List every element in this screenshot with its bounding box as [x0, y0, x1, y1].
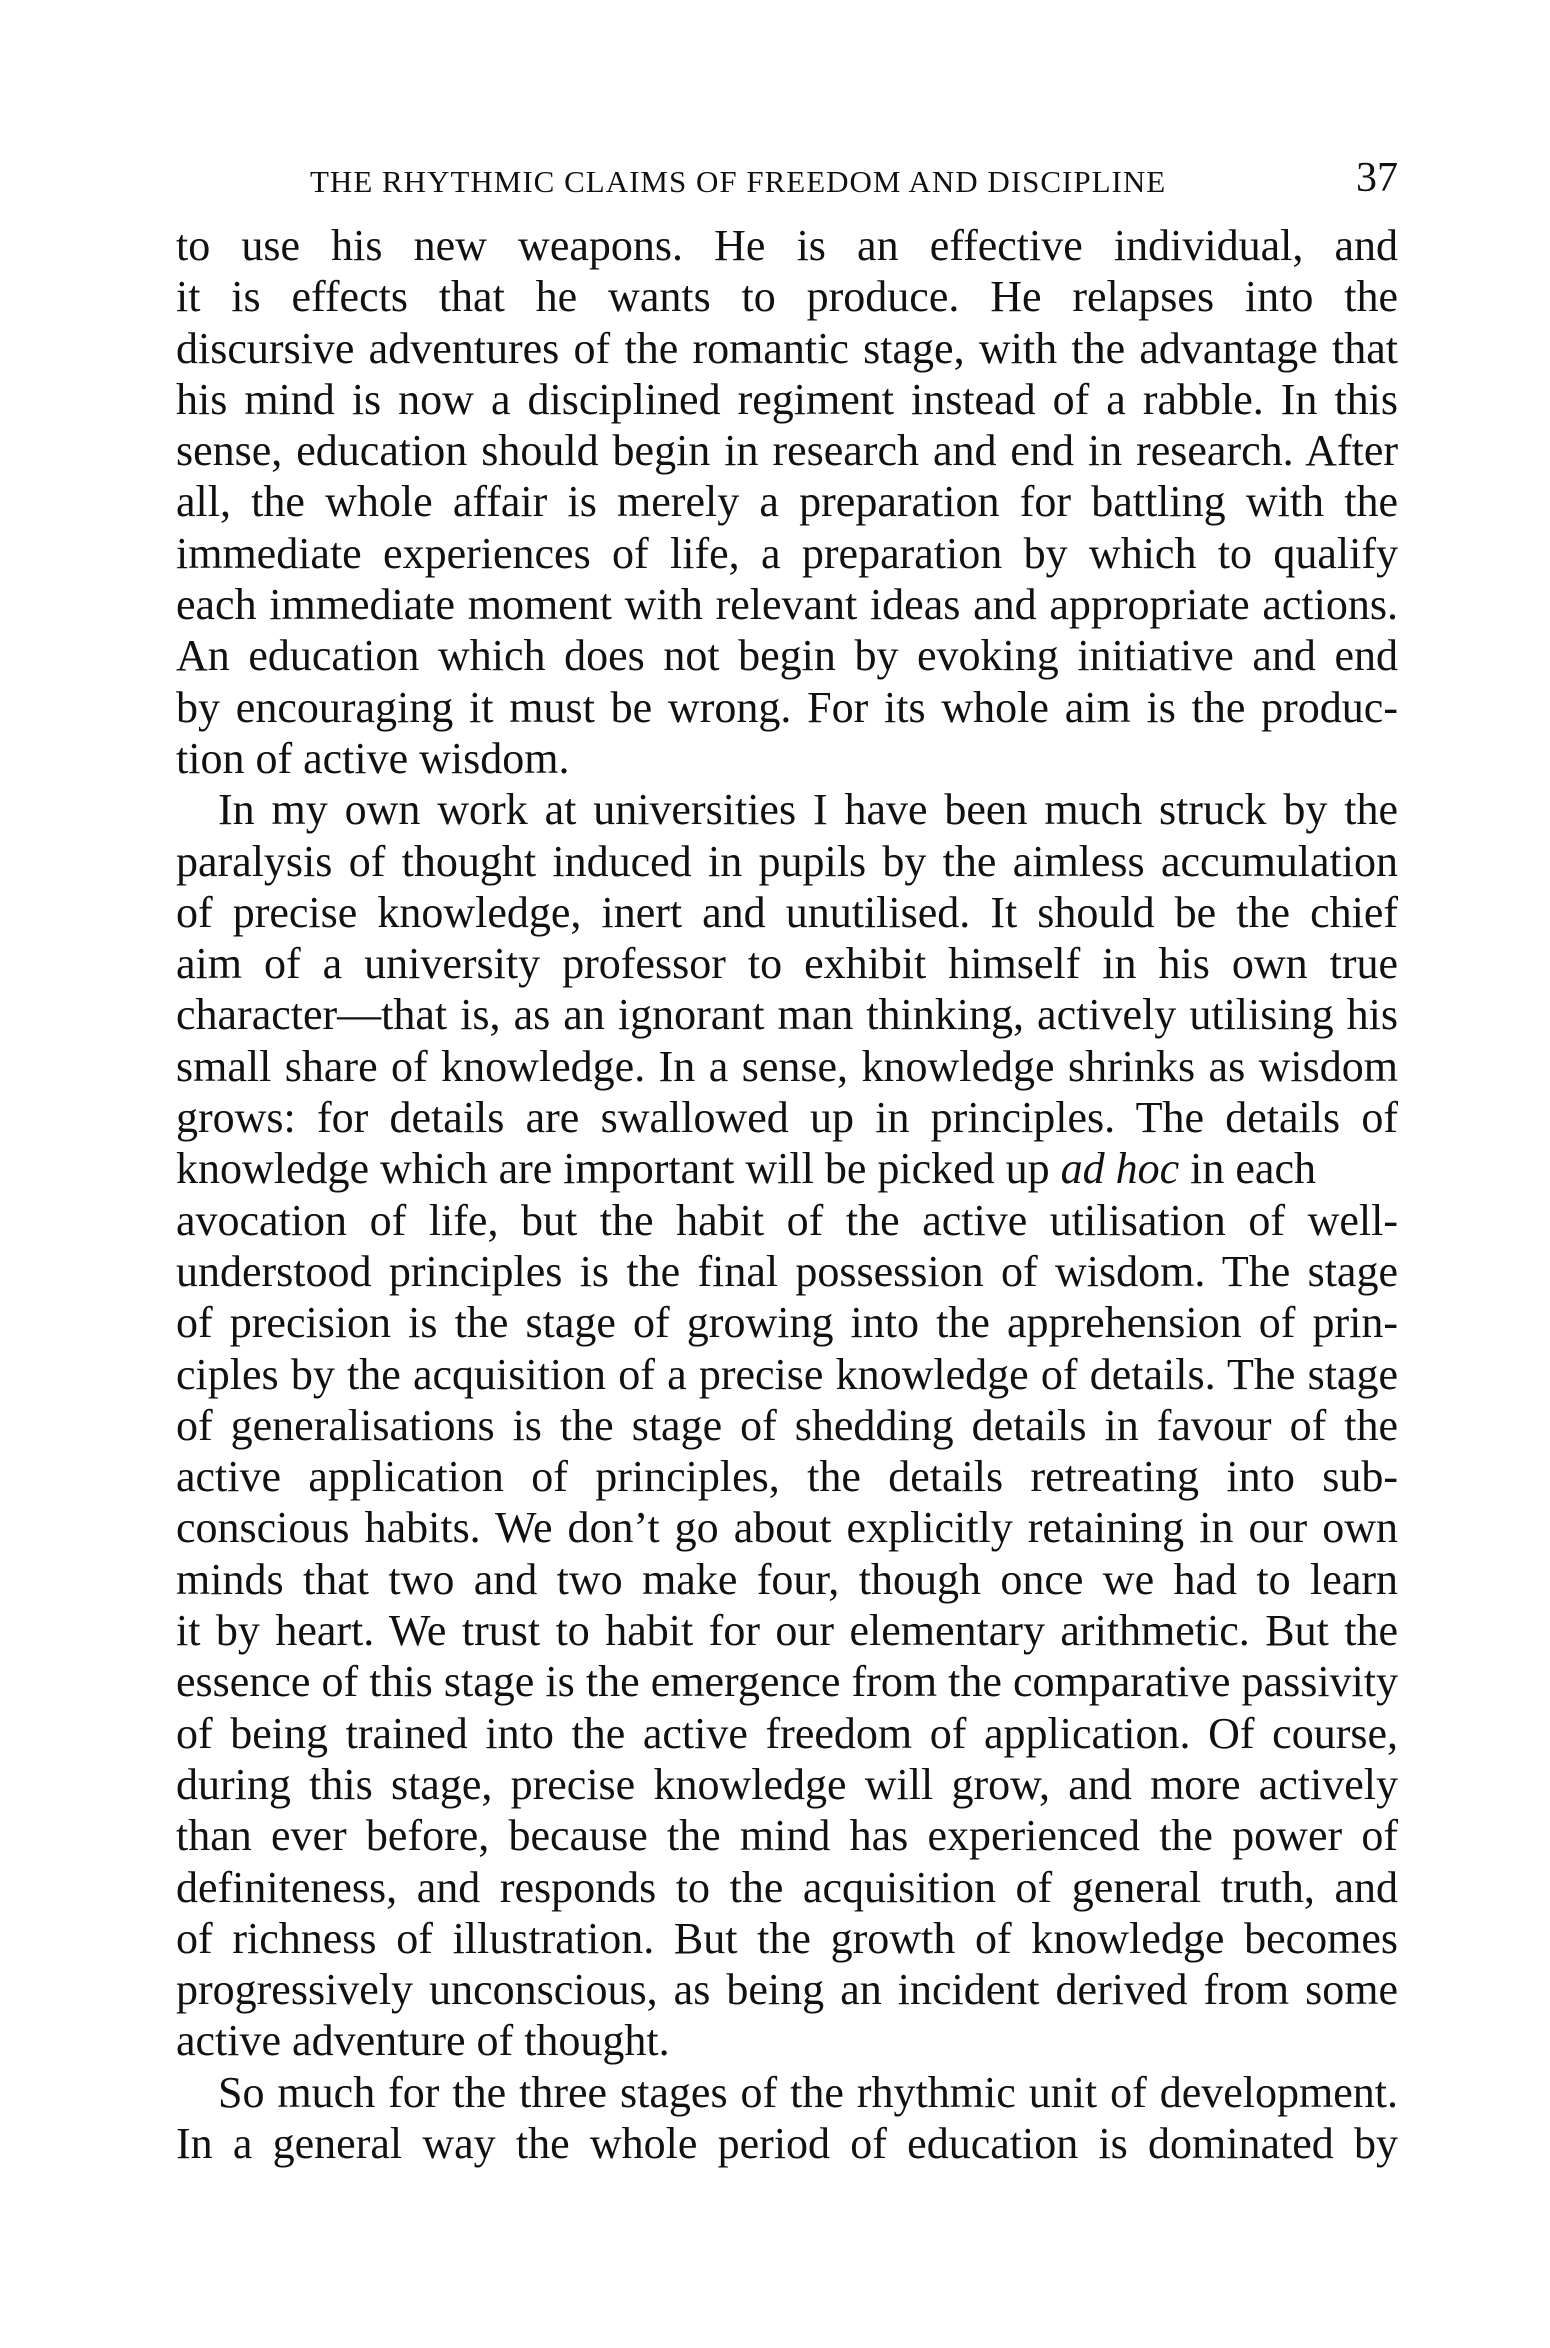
- text-line: definiteness, and responds to the acquisition of general truth, and: [176, 1862, 1398, 1912]
- text-line: discursive adventures of the romantic stage, with the advantage that: [176, 323, 1398, 373]
- text-line: active application of principles, the details retreating into sub-: [176, 1452, 1398, 1502]
- text-line: by encouraging it must be wrong. For its whole aim is the produc-: [176, 682, 1398, 732]
- text-line: grows: for details are swallowed up in principles. The details of: [176, 1093, 1398, 1143]
- page-number: 37: [1356, 155, 1398, 201]
- text-line: tion of active wisdom.: [176, 733, 570, 783]
- text-line: to use his new weapons. He is an effective individual, and: [176, 221, 1398, 270]
- text-line: all, the whole affair is merely a preparation for battling with the: [176, 477, 1398, 527]
- text-line: it is effects that he wants to produce. He relapses into the: [176, 272, 1398, 322]
- text-line: it by heart. We trust to habit for our elementary arithmetic. But the: [176, 1606, 1398, 1656]
- paragraph-3: [176, 2067, 1398, 2170]
- text-line: sense, education should begin in research and end in research. After: [176, 426, 1398, 476]
- italic-phrase: ad hoc: [1060, 1144, 1180, 1194]
- text-line: So much for the three stages of the rhythmic unit of development.: [218, 2067, 1398, 2117]
- text-line: essence of this stage is the emergence from the comparative passivity: [176, 1657, 1398, 1707]
- text-line: of richness of illustration. But the growth of knowledge becomes: [176, 1913, 1398, 1963]
- text-segment: in each: [1179, 1144, 1316, 1194]
- paragraph-1: [176, 220, 1398, 784]
- book-page: [176, 150, 1398, 2169]
- text-line: character—that is, as an ignorant man thinking, actively utilising his: [176, 990, 1398, 1040]
- text-line-with-italic: [176, 1143, 1398, 1194]
- text-line: of precision is the stage of growing into the apprehension of prin-: [176, 1298, 1398, 1348]
- text-line: In my own work at universities I have been much struck by the: [218, 785, 1398, 835]
- text-line: than ever before, because the mind has experienced the power of: [176, 1811, 1398, 1861]
- chapter-title: THE RHYTHMIC CLAIMS OF FREEDOM AND DISCIPLINE: [310, 164, 1167, 199]
- text-line: paralysis of thought induced in pupils by the aimless accumulation: [176, 836, 1398, 886]
- text-line: immediate experiences of life, a preparation by which to qualify: [176, 528, 1398, 578]
- text-line: of being trained into the active freedom of application. Of course,: [176, 1708, 1398, 1758]
- text-segment: knowledge which are important will be picked up: [176, 1144, 1061, 1194]
- text-line: small share of knowledge. In a sense, knowledge shrinks as wisdom: [176, 1041, 1398, 1091]
- text-line: understood principles is the final possession of wisdom. The stage: [176, 1246, 1398, 1296]
- text-line: ciples by the acquisition of a precise knowledge of details. The stage: [176, 1349, 1398, 1399]
- text-line: aim of a university professor to exhibit himself in his own true: [176, 939, 1398, 989]
- text-line: during this stage, precise knowledge will grow, and more actively: [176, 1759, 1398, 1809]
- paragraph-2: [176, 784, 1398, 2066]
- text-line: of generalisations is the stage of shedding details in favour of the: [176, 1400, 1398, 1450]
- text-line: his mind is now a disciplined regiment instead of a rabble. In this: [176, 374, 1398, 424]
- text-line: progressively unconscious, as being an incident derived from some: [176, 1965, 1398, 2015]
- text-line: each immediate moment with relevant ideas and appropriate actions.: [176, 580, 1398, 630]
- running-head: [176, 150, 1398, 202]
- text-line: In a general way the whole period of education is dominated by: [176, 2118, 1398, 2168]
- text-line: conscious habits. We don’t go about explicitly retaining in our own: [176, 1503, 1398, 1553]
- text-line: minds that two and two make four, though once we had to learn: [176, 1554, 1398, 1604]
- text-line: avocation of life, but the habit of the active utilisation of well-: [176, 1195, 1398, 1245]
- text-line: An education which does not begin by evoking initiative and end: [176, 631, 1398, 681]
- text-line: of precise knowledge, inert and unutilised. It should be the chief: [176, 887, 1398, 937]
- text-line: active adventure of thought.: [176, 2016, 670, 2066]
